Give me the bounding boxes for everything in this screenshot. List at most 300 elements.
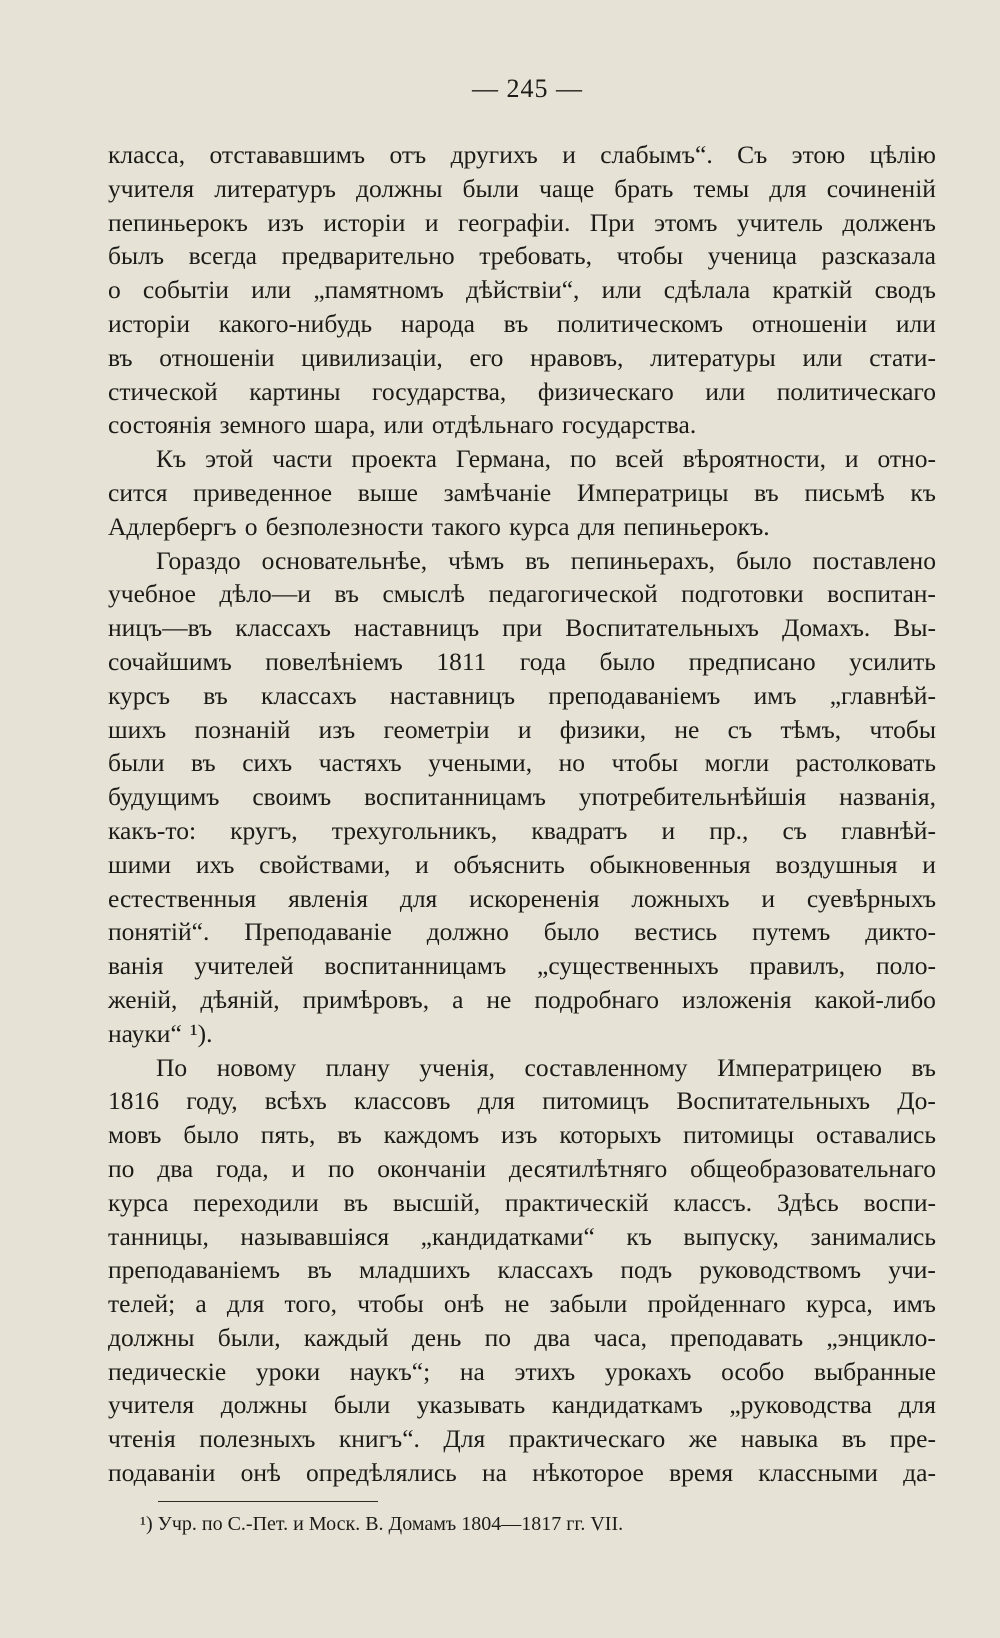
word: будущимъ [108,782,220,812]
word: Императрицею [717,1052,882,1082]
word: ницъ—въ [108,613,213,643]
word: общеобразовательнаго [690,1153,936,1183]
word: воспитанницамъ [364,782,546,812]
text-line [108,1051,936,1085]
word: безполезности [265,511,424,541]
word: но [558,748,586,778]
word: или [802,342,843,372]
text-line [108,1186,936,1220]
text-line [108,780,936,814]
text-line [108,239,936,273]
text-line [108,577,936,611]
page-number: — 245 — [472,74,583,103]
word: не [486,984,512,1014]
word: этихъ [514,1356,576,1386]
word: должны [108,1322,195,1352]
word: чтобы [611,748,679,778]
text-line [108,442,936,476]
word: ученица [707,241,797,271]
word: свойствами, [259,849,391,879]
word: дикто- [865,917,936,947]
word: частяхъ [318,748,402,778]
word: было [543,917,600,947]
word: нравовъ, [530,342,624,372]
word: явленія [288,883,368,913]
word: суевѣрныхъ [806,883,936,913]
word: этою [791,140,846,169]
text-line [108,341,936,375]
text-line [108,1118,936,1152]
text-line [108,307,936,341]
word: воспитан- [827,579,936,609]
word: цѣлію [869,140,936,169]
word: занимались [810,1221,936,1251]
word: „кандидатками“ [420,1221,595,1251]
word: на [482,1458,507,1488]
word: года, [216,1153,269,1183]
word: въ [334,579,359,609]
word: и [844,444,859,474]
word: тѣмъ, [780,714,842,744]
word: педагогической [488,579,658,609]
text-line [108,138,936,172]
word: растолковать [795,748,936,778]
word: 1811 [436,646,487,676]
text-line [108,949,936,983]
word: народа [400,308,475,338]
word: кандидаткамъ [551,1390,703,1420]
word: на [459,1356,485,1386]
word: учеными, [428,748,533,778]
word: онѣ [240,1458,281,1488]
word: и [415,849,429,879]
footnote: ¹) Учр. по С.-Пет. и Моск. В. Домамъ 1804—1817 гг. VII. [140,1513,624,1535]
word: въ [911,1052,936,1082]
word: литературы [650,342,776,372]
word: географіи. [457,207,571,237]
word: отношеніи [159,342,275,372]
word: шими [108,849,172,879]
word: чтобы [357,1289,424,1319]
word: въ [108,342,133,372]
word: особо [721,1356,785,1386]
word: выше [357,477,418,507]
word: Преподаваніе [244,917,392,947]
word: наставницъ [389,680,516,710]
word: поставлено [812,545,936,575]
word: да- [903,1458,936,1488]
word: составленному [524,1052,688,1082]
word: разсказала [821,241,936,271]
word: наставницъ [353,613,480,643]
word: а [452,984,464,1014]
word: было [183,1120,239,1150]
word: чѣмъ [448,545,505,575]
text-line [108,408,936,442]
word: воспитанницамъ [324,951,507,981]
word: цивилизаціи, [301,342,443,372]
word: года [519,646,567,676]
word: трехугольникъ, [331,815,498,845]
word: классовъ [353,1086,451,1116]
text-line [108,206,936,240]
word: къ [626,1221,652,1251]
word: исторіи [323,207,406,237]
text-line [108,679,936,713]
word: каждый [303,1322,389,1352]
word: классахъ [261,680,357,710]
word: въ [191,748,216,778]
word: каждомъ [383,1120,480,1150]
text-line [108,1321,936,1355]
text-line [108,848,936,882]
word: плану [325,1052,390,1082]
text-line [108,375,936,409]
word: по [108,1153,135,1183]
word: ихъ [195,849,235,879]
word: учителей [194,951,294,981]
word: пепиньерокъ. [623,511,770,541]
word: отно- [877,444,936,474]
word: учителя [108,1390,195,1420]
word: употребительнѣйшія [578,782,807,812]
word: о [108,275,121,305]
text-line [108,510,936,544]
word: такого [431,511,501,541]
text-line [108,1017,936,1051]
word: окончаніи [377,1153,486,1183]
word: смыслѣ [382,579,465,609]
word: онѣ [443,1289,485,1319]
word: другихъ [450,140,538,169]
word: или [251,275,292,305]
word: предписано [688,646,816,676]
word: высшій, [392,1187,481,1217]
word: въ [841,1424,867,1454]
word: „существенныхъ [537,951,719,981]
word: въ [754,477,779,507]
word: Гораздо [156,545,241,575]
word: въ [503,308,529,338]
word: физики, [559,714,647,744]
word: отношеніи [751,308,868,338]
word: сочайшимъ [108,646,232,676]
word: дѣло—и [219,579,311,609]
word: чтенія [108,1424,176,1454]
word: своимъ [252,782,332,812]
word: мовъ [108,1120,162,1150]
text-line [108,1220,936,1254]
word: предварительно [281,241,455,271]
word: и [761,883,776,913]
word: пепиньерокъ [108,207,248,237]
word: для [226,1289,265,1319]
word: этой [205,444,254,474]
word: сводъ [874,275,936,305]
word: квадратъ [531,815,628,845]
text-line [108,1355,936,1389]
word: воспи- [863,1187,936,1217]
footnote-divider [158,1501,378,1502]
word: примѣровъ, [302,984,430,1014]
word: должно [426,917,509,947]
word: сдѣлала [663,275,751,305]
word: объяснить [453,849,565,879]
word: преподаваніемъ [108,1255,281,1285]
word: земного [219,410,306,440]
word: вестись [634,917,718,947]
word: опредѣлялись [306,1458,457,1488]
word: чтобы [616,241,684,271]
word: курса [509,511,570,541]
word: забыли [549,1289,628,1319]
word: дѣяній, [200,984,280,1014]
word: основательнѣе, [261,545,428,575]
word: питомицы [683,1120,795,1150]
word: картины [249,376,341,406]
word: съ [782,815,807,845]
text-line [108,611,936,645]
word: Адлербергъ [108,511,237,541]
word: политическаго [776,376,936,406]
word: для [399,883,438,913]
word: долженъ [842,207,936,237]
word: для [898,1390,936,1420]
word: „памятномъ [313,275,444,305]
word: курсъ [108,680,171,710]
word: время [669,1458,734,1488]
word: для [477,1086,516,1116]
text-line [108,915,936,949]
word: литературъ [214,173,336,203]
word: новому [216,1052,297,1082]
word: главнѣй- [841,815,936,845]
word: часа, [593,1322,648,1352]
word: названія, [839,782,936,812]
word: не [504,1289,530,1319]
word: Воспитательныхъ [676,1086,871,1116]
word: было [736,545,792,575]
word: или [383,410,424,440]
word: въ [525,545,550,575]
word: были [333,1390,391,1420]
word: сится [108,477,168,507]
word: былъ [108,241,165,271]
word: уроки [255,1356,321,1386]
word: питомицъ [542,1086,650,1116]
word: государства. [561,410,697,440]
word: По [156,1052,188,1082]
word: изъ [318,714,356,744]
word: путемъ [752,917,831,947]
word: и [517,714,532,744]
word: и [424,207,439,237]
word: искорененія [469,883,600,913]
word: изъ [501,1120,538,1150]
text-line [108,1422,936,1456]
word: пять, [260,1120,316,1150]
text-line [108,882,936,916]
word: Воспитательныхъ [565,613,759,643]
word: или [601,275,642,305]
word: Къ [156,444,187,474]
word: политическомъ [557,308,724,338]
word: Императрицы [576,477,729,507]
word: младшихъ [358,1255,471,1285]
word: 1816 [108,1086,159,1116]
word: при [502,613,543,643]
word: могли [704,748,770,778]
text-line [108,814,936,848]
word: дѣйствіи“, [466,275,580,305]
word: ¹). [189,1018,213,1048]
word: пепиньерахъ, [570,545,716,575]
word: выпуску, [683,1221,779,1251]
word: пре- [889,1424,936,1454]
word: вѣроятности, [682,444,826,474]
word: ванія [108,951,164,981]
word: обыкновенныя [589,849,751,879]
word: слабымъ“. [600,140,713,169]
word: книгъ“. [338,1424,420,1454]
word: два [157,1153,194,1183]
word: поло- [875,951,936,981]
word: естественныя [108,883,257,913]
word: было [599,646,656,676]
word: танницы, [108,1221,209,1251]
text-line [108,1152,936,1186]
word: полезныхъ [199,1424,316,1454]
word: курса, [805,1289,873,1319]
word: были, [217,1322,281,1352]
word: практическаго [508,1424,666,1454]
word: состоянія [108,410,212,440]
text-line [108,172,936,206]
word: день [411,1322,462,1352]
word: женій, [108,984,178,1014]
word: выбранные [813,1356,936,1386]
word: телей; [108,1289,176,1319]
word: части [272,444,333,474]
word: въ [307,1255,332,1285]
text-line [108,1084,936,1118]
word: проекта [351,444,437,474]
word: наукъ“; [349,1356,431,1386]
word: кругъ, [230,815,298,845]
word: шихъ [108,714,167,744]
word: переходили [193,1187,319,1217]
word: подробнаго [534,984,659,1014]
word: Вы- [893,613,936,643]
body-text [108,138,936,1490]
word: учителя [108,173,195,203]
text-line [108,1253,936,1287]
word: понятій“. [108,917,210,947]
word: для [769,173,807,203]
word: для [577,511,616,541]
text-line [108,1388,936,1422]
word: Съ [737,140,768,169]
text-line [108,1287,936,1321]
word: имъ [892,1289,936,1319]
word: и [291,1153,306,1183]
word: познаній [194,714,291,744]
text-line [108,273,936,307]
word: имъ [753,680,797,710]
word: „руководства [729,1390,872,1420]
word: подъ [620,1255,673,1285]
word: До- [897,1086,936,1116]
word: навыка [740,1424,819,1454]
word: науки“ [108,1018,182,1048]
word: классахъ [497,1255,594,1285]
word: государства, [372,376,507,406]
word: и [922,849,936,879]
word: какъ-то: [108,815,197,845]
word: къ [910,477,936,507]
word: усилить [849,646,936,676]
word: воздушныя [775,849,898,879]
word: Для [443,1424,486,1454]
word: преподавать [670,1322,804,1352]
word: При [589,207,635,237]
word: пр., [709,815,749,845]
word: подготовки [681,579,804,609]
word: практическій [504,1187,649,1217]
word: чтобы [869,714,936,744]
word: нѣкоторое [532,1458,644,1488]
word: десятилѣтняго [508,1153,668,1183]
word: ученія, [419,1052,496,1082]
word: Германа, [455,444,552,474]
word: замѣчаніе [443,477,552,507]
word: приведенное [193,477,333,507]
word: „энцикло- [826,1322,936,1352]
word: всей [615,444,664,474]
word: какой-либо [814,984,936,1014]
word: были [108,748,165,778]
text-line [108,544,936,578]
word: по [484,1322,512,1352]
word: классахъ [235,613,331,643]
word: классными [758,1458,878,1488]
text-line [108,983,936,1017]
word: класса, [108,140,186,169]
word: геометріи [383,714,490,744]
word: или [705,376,746,406]
text-line [108,713,936,747]
word: стической [108,376,218,406]
word: Здѣсь [776,1187,839,1217]
text-line [108,645,936,679]
word: которыхъ [559,1120,662,1150]
word: какого-нибудь [218,308,373,338]
text-line [108,476,936,510]
word: курса [108,1187,169,1217]
text-line [108,746,936,780]
word: шара, [314,410,376,440]
word: были [462,173,520,203]
word: оставались [815,1120,936,1150]
word: сочиненій [826,173,936,203]
word: всѣхъ [264,1086,327,1116]
word: отдѣльнаго [431,410,554,440]
word: событіи [142,275,229,305]
word: въ [343,1187,369,1217]
word: всегда [188,241,257,271]
word: подаваніи [108,1458,216,1488]
word: о [244,511,258,541]
